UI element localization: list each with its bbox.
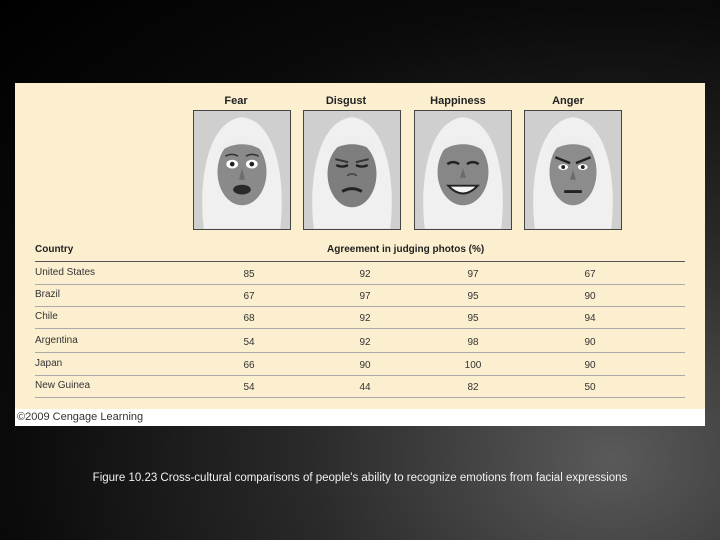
- country-name: Japan: [35, 358, 63, 369]
- anger-value: 90: [584, 337, 596, 348]
- country-name: United States: [35, 267, 96, 278]
- fear-value: 67: [243, 291, 255, 302]
- anger-value: 90: [584, 360, 596, 371]
- anger-value: 67: [584, 269, 596, 280]
- figure-caption: Figure 10.23 Cross-cultural comparisons of people's ability to recognize emotions from facial expressions: [92, 472, 628, 484]
- face-anger-photo: [524, 110, 622, 230]
- disgust-value: 44: [359, 382, 371, 393]
- face-fear-photo: [193, 110, 291, 230]
- happiness-value: 95: [467, 313, 479, 324]
- column-header-happiness: Happiness: [430, 95, 486, 107]
- table-row-argentina: [35, 330, 685, 353]
- disgust-value: 92: [359, 313, 371, 324]
- disgust-value: 97: [359, 291, 371, 302]
- table-row-japan: [35, 353, 685, 376]
- happiness-value: 98: [467, 337, 479, 348]
- country-name: New Guinea: [35, 380, 91, 391]
- table-row-new-guinea: [35, 375, 685, 398]
- happiness-value: 95: [467, 291, 479, 302]
- anger-value: 94: [584, 313, 596, 324]
- figure-panel: [15, 83, 705, 426]
- fear-value: 66: [243, 360, 255, 371]
- country-column-header: Country: [35, 244, 74, 255]
- country-name: Argentina: [35, 335, 78, 346]
- table-row-brazil: [35, 284, 685, 307]
- agreement-header: Agreement in judging photos (%): [327, 244, 485, 255]
- column-header-fear: Fear: [224, 95, 248, 107]
- column-header-disgust: Disgust: [325, 95, 367, 107]
- copyright-strip: [15, 409, 705, 426]
- fear-value: 85: [243, 269, 255, 280]
- anger-value: 50: [584, 382, 596, 393]
- copyright-text: ©2009 Cengage Learning: [17, 411, 144, 423]
- anger-value: 90: [584, 291, 596, 302]
- happiness-value: 97: [467, 269, 479, 280]
- happiness-value: 82: [467, 382, 479, 393]
- country-name: Brazil: [35, 289, 61, 300]
- fear-value: 54: [243, 382, 255, 393]
- fear-value: 54: [243, 337, 255, 348]
- disgust-value: 90: [359, 360, 371, 371]
- table-row-chile: [35, 306, 685, 329]
- disgust-value: 92: [359, 337, 371, 348]
- table-row-united-states: [35, 262, 685, 285]
- face-disgust-photo: [303, 110, 401, 230]
- country-name: Chile: [35, 311, 58, 322]
- face-happiness-photo: [414, 110, 512, 230]
- fear-value: 68: [243, 313, 255, 324]
- disgust-value: 92: [359, 269, 371, 280]
- column-header-anger: Anger: [552, 95, 584, 107]
- happiness-value: 100: [464, 360, 482, 371]
